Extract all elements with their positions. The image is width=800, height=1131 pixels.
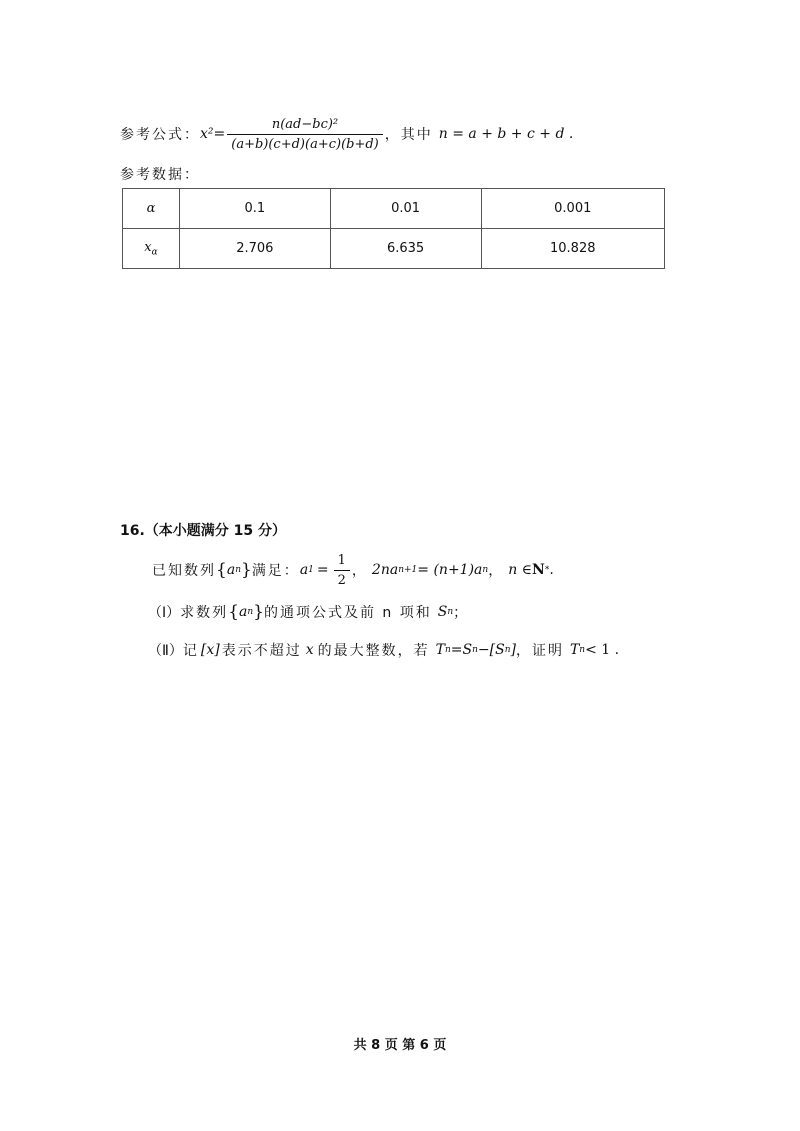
alpha-subscript: α [151, 247, 158, 258]
formula-fraction [227, 117, 383, 152]
recurrence-mid: = (n+1)a [417, 562, 483, 578]
t-sub: n [579, 645, 586, 655]
right-brace: } [253, 602, 264, 622]
seq-sub: n [247, 607, 254, 617]
a1-denominator: 2 [334, 570, 350, 588]
domain-expr: n ∈ [508, 562, 533, 578]
reference-formula [120, 112, 573, 156]
formula-where-label: ，其中 [384, 127, 433, 143]
given-mid: 满足： [251, 563, 300, 579]
domain-set: N [532, 562, 545, 578]
part-1-text: 求数列 [180, 605, 229, 621]
left-brace: { [216, 560, 227, 580]
reference-data-label: 参考数据： [120, 167, 200, 183]
part-1-number: （Ⅰ） [148, 605, 181, 621]
question-16-part-2 [148, 638, 619, 662]
domain-end: . [549, 562, 554, 578]
question-16-title: 16.（本小题满分 15 分） [120, 523, 287, 539]
page-footer: 共 8 页 第 6 页 [353, 1038, 447, 1053]
part-2-text: ，证明 [515, 643, 564, 659]
t-symbol: T [569, 642, 580, 658]
seq-symbol: a [226, 562, 236, 578]
t-symbol: T [435, 642, 445, 658]
table-cell: 0.001 [481, 189, 665, 229]
part-2-text: 记 [182, 643, 199, 659]
x-symbol: x [305, 642, 314, 658]
sum-sub: n [447, 607, 454, 617]
t-def-tail: −[S [477, 642, 505, 658]
table-cell: 0.1 [179, 189, 330, 229]
recurrence-right-sub: n [482, 565, 489, 575]
a1-equals: = [316, 562, 329, 578]
formula-where-expr: n = a + b + c + d . [438, 126, 574, 142]
question-16-given [152, 552, 554, 588]
s-sub: n [504, 645, 511, 655]
critical-value-table [122, 188, 665, 269]
part-1-end: ； [453, 605, 468, 621]
recurrence-left-sub: n+1 [398, 565, 418, 575]
table-cell: 6.635 [330, 229, 481, 269]
table-cell-alpha-head: α [123, 189, 180, 229]
t-sub: n [444, 645, 451, 655]
domain-sup: * [544, 565, 550, 575]
a1-symbol: a [299, 562, 309, 578]
inequality: < 1 . [585, 642, 620, 658]
a1-sub: 1 [308, 565, 314, 575]
formula-denominator: (a+b)(c+d)(a+c)(b+d) [227, 134, 383, 152]
sum-symbol: S [437, 604, 448, 620]
formula-label: 参考公式： [120, 127, 200, 143]
t-def-close: ] [510, 642, 516, 658]
table-row [123, 229, 665, 269]
formula-numerator: n(ad−bc)² [271, 116, 339, 132]
a1-fraction [334, 553, 350, 588]
floor-bracket: [x] [200, 642, 220, 658]
right-brace: } [240, 560, 252, 580]
seq-sub: n [235, 565, 241, 575]
given-prefix: 已知数列 [152, 563, 216, 579]
table-cell: 10.828 [481, 229, 665, 269]
x-symbol: x [144, 239, 152, 255]
s-sub: n [472, 645, 478, 655]
formula-lhs: x²= [200, 126, 226, 142]
separator: ， [351, 563, 366, 579]
a1-numerator: 1 [337, 552, 346, 568]
recurrence-left: 2na [371, 562, 399, 578]
t-def: =S [450, 642, 473, 658]
seq-symbol: a [238, 604, 248, 620]
question-16-part-1 [148, 600, 467, 624]
table-row [123, 189, 665, 229]
part-1-text: 的通项公式及前 n 项和 [263, 605, 432, 621]
table-cell-x-alpha-head [123, 229, 180, 269]
part-2-text: 的最大整数，若 [317, 643, 430, 659]
table-cell: 2.706 [179, 229, 330, 269]
part-2-number: （Ⅱ） [148, 643, 183, 659]
part-2-text: 表示不超过 [221, 643, 302, 659]
table-cell: 0.01 [330, 189, 481, 229]
left-brace: { [228, 602, 239, 622]
separator: ， [488, 563, 503, 579]
